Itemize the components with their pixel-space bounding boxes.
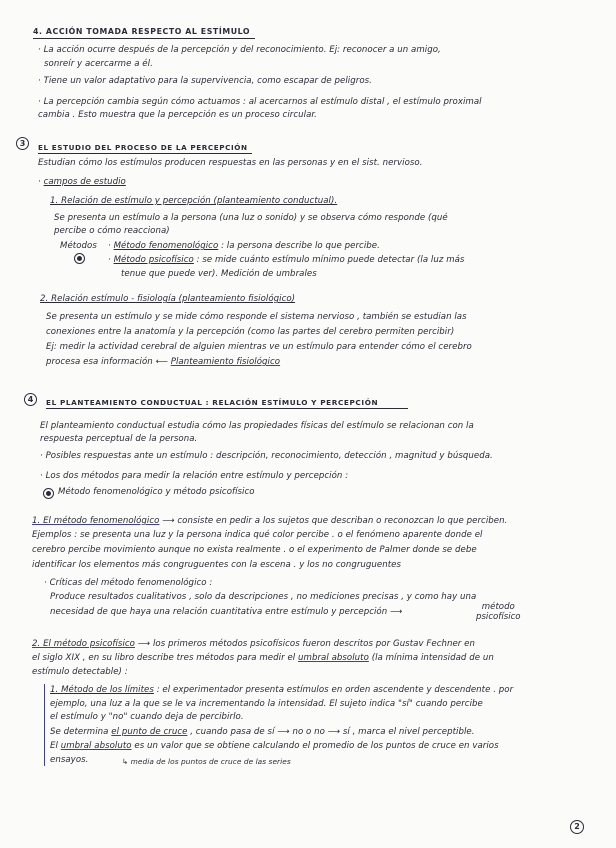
section-heading-planteamiento: EL PLANTEAMIENTO CONDUCTUAL : RELACIÓN ESTÍMULO Y PERCEPCIÓN: [46, 398, 379, 407]
text-line: cerebro percibe movimiento aunque no exista realmente . o el experimento de Palmer donde se debe: [32, 545, 477, 555]
metodo-fen-title: 1. El método fenomenológico: [32, 516, 160, 526]
circled-bullet-icon: [43, 488, 54, 499]
text-line: tenue que puede ver). Medición de umbrales: [121, 269, 317, 279]
text-span: : el experimentador presenta estímulos en orden ascendente y descendente . por: [156, 685, 514, 695]
text-line: Método fenomenológico y método psicofísico: [58, 487, 255, 497]
text-span: los primeros métodos psicofísicos fueron descritos por Gustav Fechner en: [152, 639, 475, 649]
metodo-psicofisico-note: [476, 602, 521, 622]
umbral-absoluto-term: umbral absoluto: [298, 653, 369, 663]
right-arrow-icon: ⟶: [390, 607, 403, 617]
planteamiento-fisiologico-link: Planteamiento fisiológico: [170, 357, 281, 367]
text-line: · Tiene un valor adaptativo para la supervivencia, como escapar de peligros.: [38, 76, 372, 86]
section-number-4: 4: [24, 393, 37, 406]
heading-underline: [38, 153, 252, 154]
bullet-campos: · campos de estudio: [38, 177, 126, 187]
text-line: Se presenta un estímulo a la persona (una luz o sonido) y se observa cómo responde (qué: [54, 213, 448, 223]
umbral-absoluto-term: umbral absoluto: [60, 741, 132, 751]
text-line: estímulo detectable) :: [32, 667, 128, 677]
text-line: · Críticas del método fenomenológico :: [44, 578, 213, 588]
text-span: Se determina: [50, 727, 109, 737]
stack-line: psicofísico: [476, 612, 521, 622]
heading-underline: [33, 38, 255, 39]
text-line: [46, 357, 280, 368]
text-span: : la persona describe lo que percibe.: [221, 241, 380, 251]
text-line: Produce resultados cualitativos , solo da descripciones , no mediciones precisas , y como hay una: [50, 592, 477, 602]
text-span: procesa esa información: [46, 357, 153, 367]
side-note: ↳ media de los puntos de cruce de las series: [122, 757, 291, 766]
text-line: el estímulo y "no" cuando deja de percibirlo.: [50, 712, 244, 722]
left-arrow-icon: ⟵: [155, 357, 168, 367]
metodo-psicofisico-label: Método psicofísico: [113, 255, 194, 265]
metodo-psicofisico-line: · Método psicofísico : se mide cuánto estímulo mínimo puede detectar (la luz más: [108, 255, 465, 265]
text-span: , cuando pasa de sí ⟶ no o no ⟶ sí , marca el nivel perceptible.: [190, 727, 475, 737]
heading-underline: [46, 408, 408, 409]
text-line: Ej: medir la actividad cerebral de alguien mientras ve un estímulo para entender cómo el cerebro: [46, 342, 472, 352]
text-line: [50, 607, 402, 618]
text-line: Se presenta un estímulo y se mide cómo responde el sistema nervioso , también se estudian las: [46, 312, 467, 322]
right-arrow-icon: ⟶: [162, 516, 175, 526]
text-span: es un valor que se obtiene calculando el promedio de los puntos de cruce en varios: [134, 741, 499, 751]
metodo-fen-title-line: [32, 516, 507, 527]
text-line: · Los dos métodos para medir la relación entre estímulo y percepción :: [40, 471, 349, 481]
margin-bar: [44, 684, 45, 766]
text-line: · La acción ocurre después de la percepción y del reconocimiento. Ej: reconocer a un amigo,: [38, 45, 441, 55]
text-span: El: [50, 741, 58, 751]
text-line: Ejemplos : se presenta una luz y la persona indica qué color percibe . o el fenómeno aparente donde el: [32, 530, 483, 540]
text-line: El planteamiento conductual estudia cómo las propiedades físicas del estímulo se relacionan con la: [40, 421, 474, 431]
text-line: ensayos.: [50, 755, 89, 765]
metodo-limites-line: [50, 685, 513, 696]
text-span: el siglo XIX , en su libro describe tres métodos para medir el: [32, 653, 296, 663]
sub-title-2: [40, 294, 295, 305]
text-line: [50, 727, 475, 738]
campos-label: campos de estudio: [43, 177, 126, 187]
right-arrow-icon: ⟶: [137, 639, 151, 649]
text-line: Estudian cómo los estímulos producen respuestas en las personas y en el sist. nervioso.: [38, 158, 423, 168]
section-heading-estudio: EL ESTUDIO DEL PROCESO DE LA PERCEPCIÓN: [38, 143, 248, 152]
text-line: respuesta perceptual de la persona.: [40, 434, 198, 444]
punto-de-cruce-term: el punto de cruce: [111, 727, 188, 737]
sub-title-1: [50, 196, 337, 207]
text-line: sonreír y acercarme a él.: [44, 59, 153, 69]
text-line: percibe o cómo reacciona): [54, 226, 170, 236]
text-line: [32, 653, 494, 664]
metodo-limites-title: 1. Método de los límites: [50, 685, 154, 695]
metodo-fenomenologico-line: · Método fenomenológico : la persona describe lo que percibe.: [108, 241, 380, 251]
text-span: necesidad de que haya una relación cuantitativa entre estímulo y percepción: [50, 607, 388, 617]
sub-title-text: 1. Relación de estímulo y percepción (planteamiento conductual).: [50, 196, 338, 206]
text-span: consiste en pedir a los sujetos que describan o reconozcan lo que perciben.: [177, 516, 508, 526]
text-line: conexiones entre la anatomía y la percepción (como las partes del cerebro permiten percibir): [46, 327, 455, 337]
text-line: ejemplo, una luz a la que se le va incrementando la intensidad. El sujeto indica "sí" cuando percibe: [50, 699, 483, 709]
metodo-psi-title: 2. El método psicofísico: [32, 639, 135, 649]
metodo-fenomenologico-label: Método fenomenológico: [113, 241, 219, 251]
text-span: (la mínima intensidad de un: [371, 653, 494, 663]
text-line: identificar los elementos más congruguentes con la escena . y los no congruguentes: [32, 560, 402, 570]
text-line: cambia . Esto muestra que la percepción es un proceso circular.: [38, 110, 317, 120]
section-heading-accion: 4. ACCIÓN TOMADA RESPECTO AL ESTÍMULO: [33, 27, 251, 36]
text-line: · La percepción cambia según cómo actuamos : al acercarnos al estímulo distal , el estímulo proximal: [38, 97, 482, 107]
text-line: · Posibles respuestas ante un estímulo : descripción, reconocimiento, detección , magnitud y búsqueda.: [40, 451, 493, 461]
text-line: [50, 741, 499, 752]
sub-title-text: 2. Relación estímulo - fisiología (planteamiento fisiológico): [40, 294, 296, 304]
metodos-label: Métodos: [60, 241, 97, 251]
metodo-psi-title-line: [32, 639, 475, 650]
section-number-3: 3: [16, 137, 29, 150]
circled-bullet-icon: [74, 253, 85, 264]
stack-line: método: [481, 602, 515, 612]
text-span: : se mide cuánto estímulo mínimo puede detectar (la luz más: [196, 255, 465, 265]
page-number: 2: [570, 820, 584, 834]
